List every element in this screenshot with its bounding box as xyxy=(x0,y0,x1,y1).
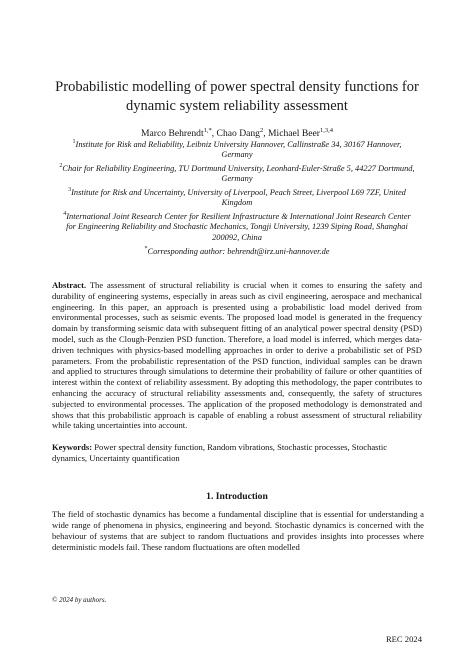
author-name: Marco Behrendt xyxy=(141,128,204,140)
affiliation-text: Corresponding author: behrendt@irz.uni-hannover.de xyxy=(147,246,330,256)
affiliation-text: Chair for Reliability Engineering, TU Dortmund University, Leonhard-Euler-Straße 5, 44227 Dortmund, Germany xyxy=(62,163,415,184)
affiliation xyxy=(58,137,416,161)
author-list: Marco Behrendt$^{1,*}$, Chao Dang$^2$, Michael Beer$^{1,3,4}$ xyxy=(141,127,333,140)
affiliation-list xyxy=(58,137,416,257)
author-affil-marker: 1,* xyxy=(203,127,212,134)
affiliation-marker: 3 xyxy=(68,186,72,193)
author-affil-marker: 2 xyxy=(259,127,264,134)
affiliation-marker: 1 xyxy=(72,139,76,145)
section-heading: 1. Introduction xyxy=(206,491,268,502)
footer-conference: REC 2024 xyxy=(385,634,422,644)
affiliation-text: Institute for Risk and Uncertainty, University of Liverpool, Peach Street, Liverpool L69 7ZF, United Kingdom xyxy=(71,187,406,208)
affiliation-marker: 4 xyxy=(63,210,67,217)
keywords-label: Keywords: xyxy=(52,442,93,452)
keywords xyxy=(52,442,422,464)
author-affil-marker: 1,3,4 xyxy=(319,127,333,134)
copyright-notice: © 2024 by authors. xyxy=(52,596,107,604)
affiliation xyxy=(58,161,416,185)
abstract xyxy=(52,280,422,431)
affiliation-marker: * xyxy=(144,245,148,252)
affiliation-text: International Joint Research Center for Resilient Infrastructure & International Joint Research Center for Engineering Reliability and Stochastic Mechanics, Tongji University, 1239 Siping Road, Shanghai 200092, China xyxy=(66,211,411,242)
affiliation-text: Institute for Risk and Reliability, Leibniz University Hannover, Callinstraße 34, 30167 Hannover, Germany xyxy=(75,139,402,160)
affiliation xyxy=(58,209,416,244)
abstract-text: The assessment of structural reliability is crucial when it comes to ensuring the safety and durability of engineering systems, especially in areas such as civil engineering, aerospace and mechanical engineering. In this paper, an approach is presented using a probabilistic load model derived from environmental processes, such as seismic events. The proposed load model is generated in the frequency domain by transforming seismic data with subsequent fitting of an analytical power spectral density (PSD) model, such as the Clough-Penzien PSD function. Therefore, a load model is inferred, which merges data-driven techniques with physics-based modelling approaches in order to derive a probabilistic set of PSD parameters. From the probabilistic representation of the PSD function, individual samples can be drawn and applied to structures through simulations to determine their probability of failure or other quantities of interest within the context of reliability assessment. By adopting this methodology, the paper contributes to enhancing the accuracy of structural reliability assessments and, consequently, the safety of structures subjected to environmental processes. The application of the proposed methodology is demonstrated and shows that this probabilistic approach is capable of enabling a robust assessment of structural reliability while taking uncertainties into account. xyxy=(52,280,422,431)
corresponding-author xyxy=(58,244,416,257)
affiliation xyxy=(58,185,416,209)
paper-title: Probabilistic modelling of power spectral density functions for dynamic system reliability assessment xyxy=(55,79,419,114)
affiliation-marker: 2 xyxy=(59,162,63,169)
abstract-label: Abstract. xyxy=(52,280,87,290)
author-name: Michael Beer xyxy=(268,128,320,140)
intro-paragraph: The field of stochastic dynamics has become a fundamental discipline that is essential for understanding a wide range of phenomena in physics, engineering and beyond. Stochastic dynamics is concerned with the behaviour of systems that are subject to random fluctuations and provides insights into processes where deterministic models fail. These random fluctuations are often modelled xyxy=(52,509,424,552)
keywords-text: Power spectral density function, Random vibrations, Stochastic processes, Stochastic dynamics, Uncertainty quantification xyxy=(52,442,388,463)
author-name: Chao Dang xyxy=(216,128,260,140)
